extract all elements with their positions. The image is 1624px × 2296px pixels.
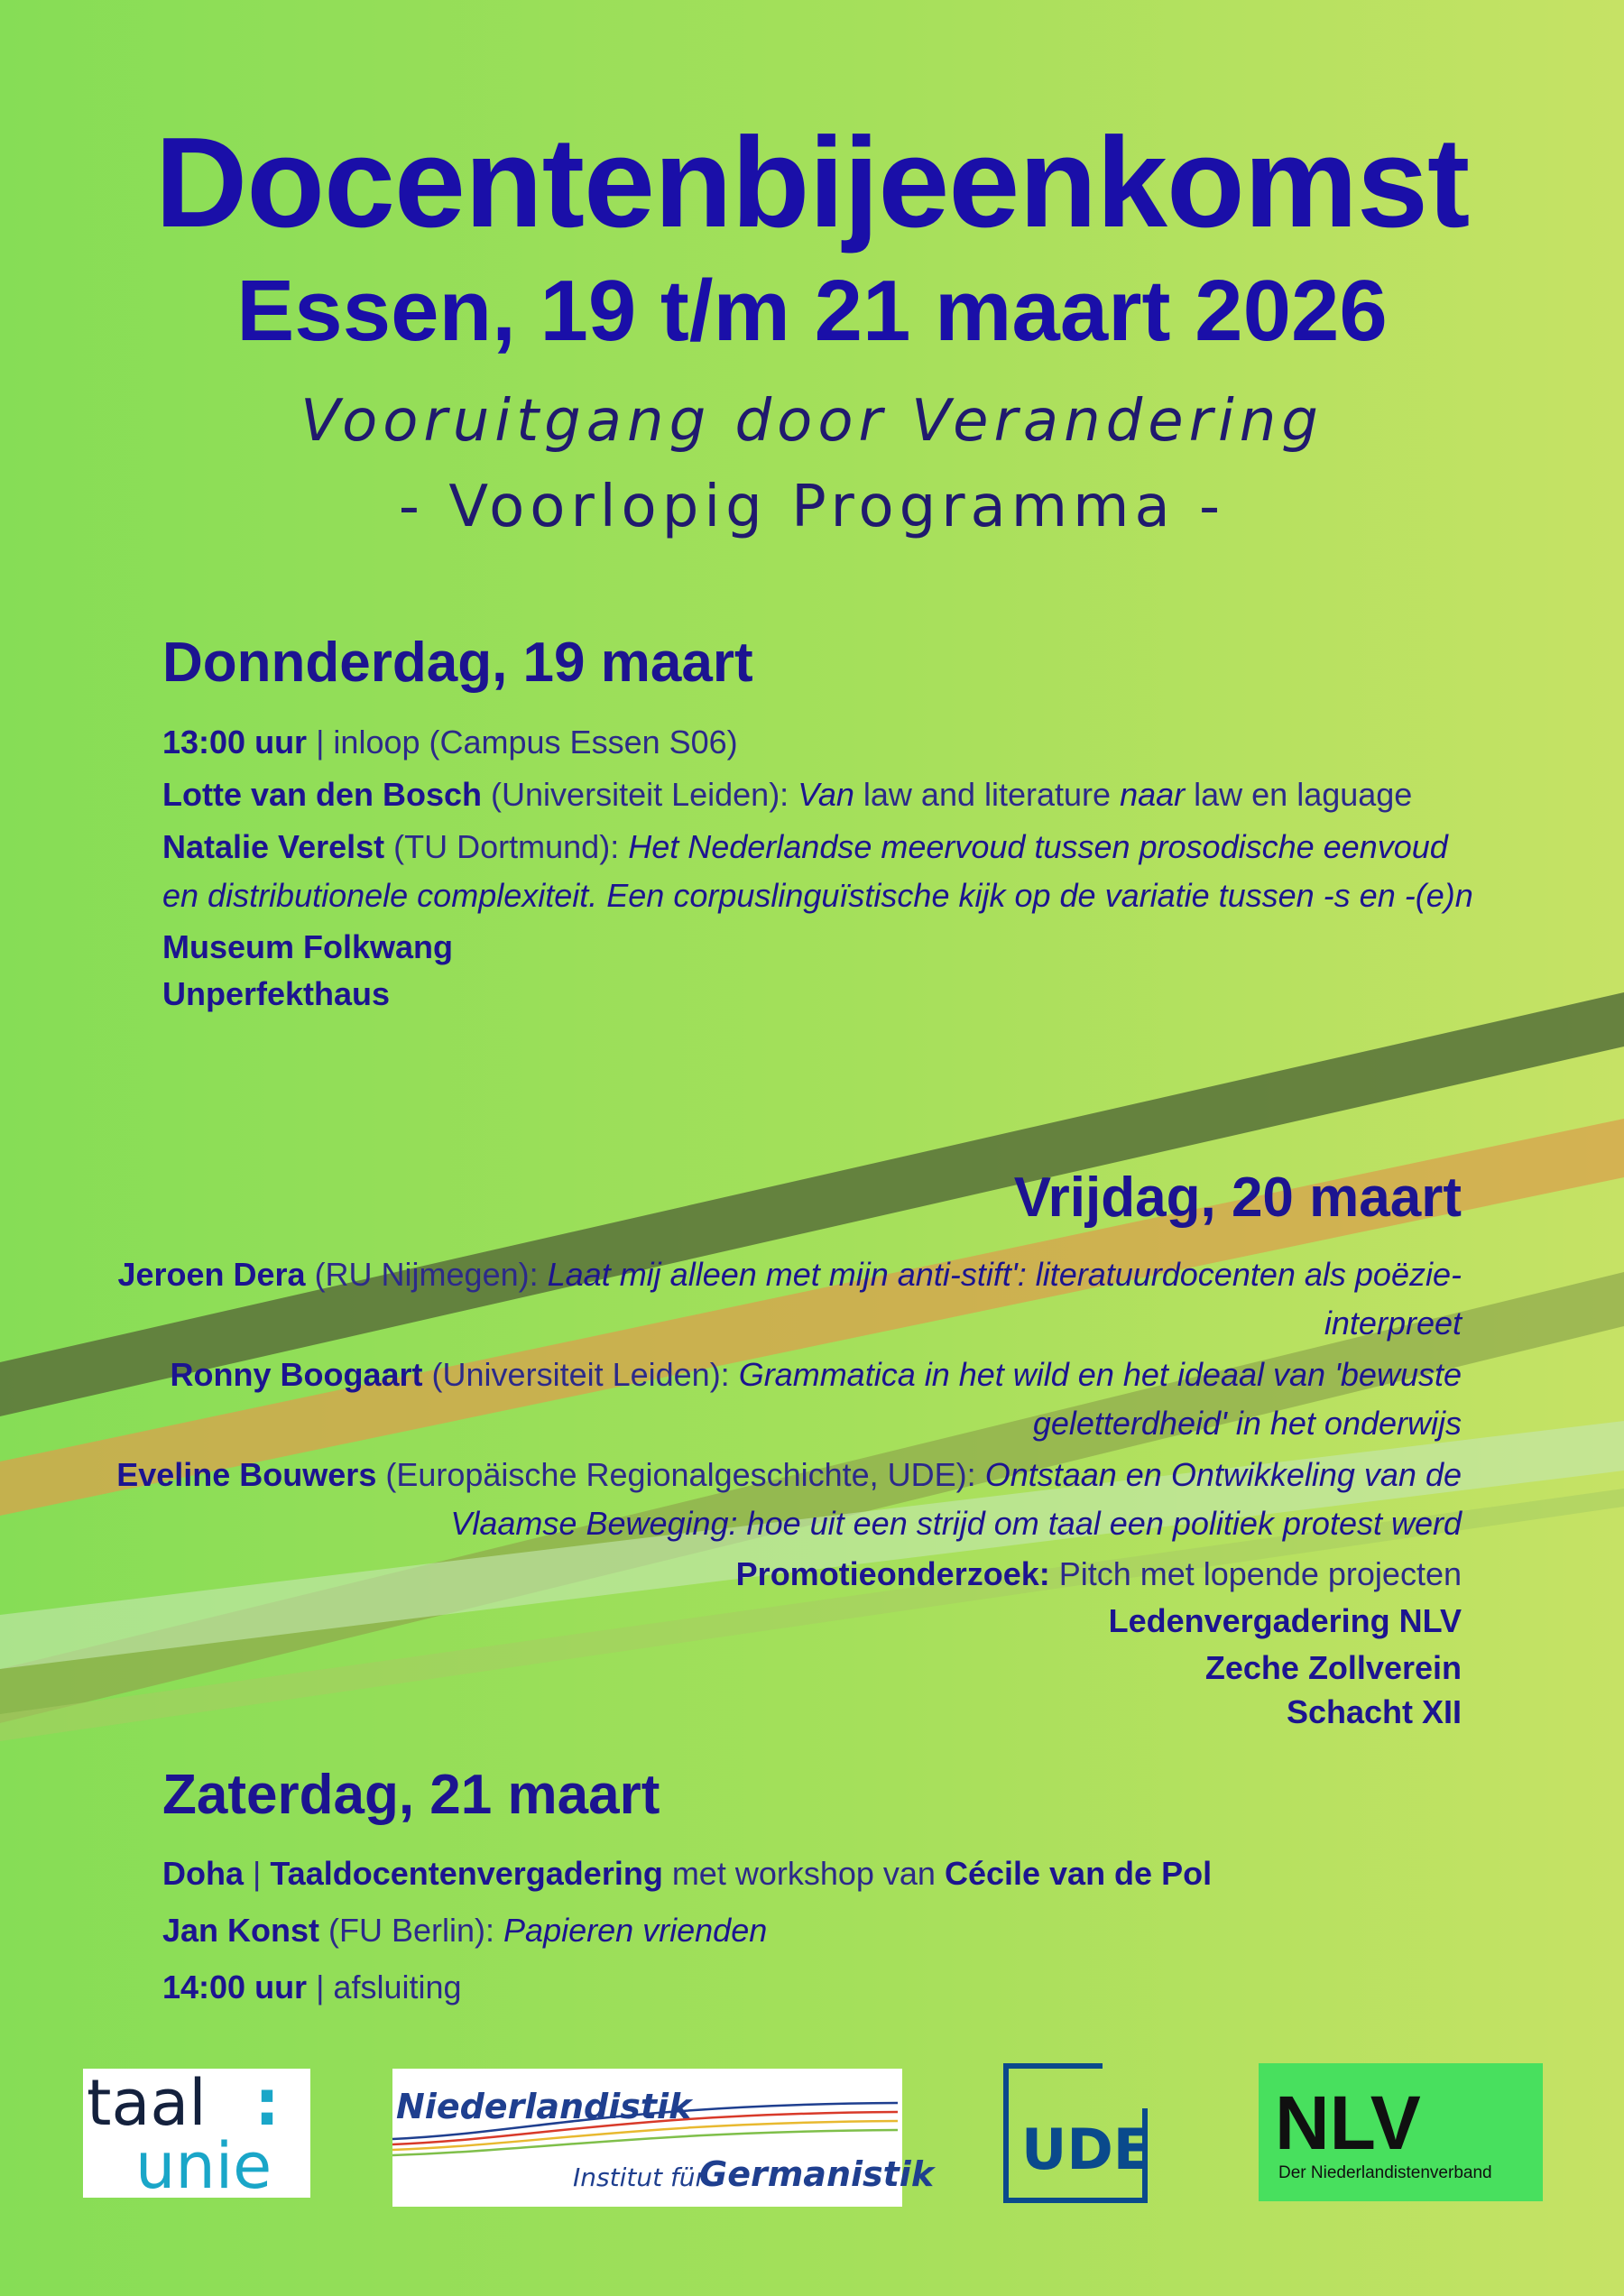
program-item: Promotieonderzoek: Pitch met lopende projecten (735, 1555, 1462, 1592)
time-label: 13:00 uur (162, 724, 308, 761)
logo-text: Der Niederlandistenverband (1278, 2163, 1492, 2182)
taalunie-logo (83, 2066, 310, 2203)
talk-title: Laat mij alleen met mijn anti-stift': literatuurdocenten als poëzie-interpreet (547, 1256, 1462, 1342)
program-note: - Voorlopig Programma - (398, 474, 1226, 540)
logo-text: Niederlandistik (396, 2087, 692, 2126)
ude-logo (1003, 2063, 1152, 2203)
logo-text: UDE (1021, 2116, 1152, 2182)
venue: Museum Folkwang (162, 928, 454, 965)
talk-title: Het Nederlandse meervoud tussen prosodische eenvoud en distributionele complexiteit. Een corpuslinguïstische kijk op de variatie tussen -s en -(e)n (162, 828, 1473, 914)
saturday-program (162, 1849, 1480, 2020)
program-item: Natalie Verelst (TU Dortmund): Het Nederlandse meervoud tussen prosodische eenvoud en distributionele complexiteit. Een corpuslinguïstische kijk op de variatie tussen -s en -(e)n (162, 828, 1473, 914)
program-item: 14:00 uur | afsluiting (162, 1969, 462, 2006)
logo-text: Institut für (573, 2162, 706, 2192)
speaker-name: Jan Konst (162, 1912, 320, 1949)
venue: Unperfekthaus (162, 975, 391, 1012)
program-item: Jan Konst (FU Berlin): Papieren vrienden (162, 1912, 768, 1949)
day-heading-friday: Vrijdag, 20 maart (1013, 1166, 1462, 1229)
logo-text: taal (87, 2066, 207, 2140)
time-label: 14:00 uur (162, 1969, 308, 2006)
speaker-name: Ronny Boogaart (170, 1356, 423, 1393)
speaker-name: Natalie Verelst (162, 828, 385, 865)
logo-text: NLV (1275, 2080, 1421, 2165)
venue: Schacht XII (1286, 1693, 1462, 1730)
event-date-location: Essen, 19 t/m 21 maart 2026 (236, 263, 1388, 359)
day-heading-thursday: Donnderdag, 19 maart (162, 632, 753, 694)
day-heading-saturday: Zaterdag, 21 maart (162, 1764, 660, 1826)
thursday-program (162, 718, 1480, 1018)
program-item: Jeroen Dera (RU Nijmegen): Laat mij alleen met mijn anti-stift': literatuurdocenten als poëzie-interpreet (117, 1256, 1462, 1342)
program-item: 13:00 uur | inloop (Campus Essen S06) (162, 724, 738, 761)
page-title: Docentenbijeenkomst (154, 111, 1470, 254)
program-item: Eveline Bouwers (Europäische Regionalgeschichte, UDE): Ontstaan en Ontwikkeling van de Vlaamse Beweging: hoe uit een strijd om taal een politiek protest werd (116, 1456, 1462, 1542)
meeting: Ledenvergadering NLV (1108, 1602, 1462, 1639)
logo-text: Germanistik (699, 2154, 935, 2194)
talk-title: Ontstaan en Ontwikkeling van de Vlaamse Beweging: hoe uit een strijd om taal een politiek protest werd (450, 1456, 1462, 1542)
program-item: Doha | Taaldocentenvergadering met workshop van Cécile van de Pol (162, 1855, 1213, 1892)
event-theme: Vooruitgang door Verandering (300, 388, 1324, 455)
venue: Zeche Zollverein (1204, 1649, 1462, 1686)
niederlandistik-logo (392, 2069, 935, 2207)
speaker-name: Lotte van den Bosch (162, 776, 483, 813)
program-item: Lotte van den Bosch (Universiteit Leiden): Van law and literature naar law en laguage (162, 776, 1413, 813)
speaker-name: Eveline Bouwers (116, 1456, 377, 1493)
talk-title: Papieren vrienden (503, 1912, 768, 1949)
logo-text: : (254, 2066, 280, 2140)
speaker-name: Jeroen Dera (117, 1256, 306, 1293)
program-item: Ronny Boogaart (Universiteit Leiden): Grammatica in het wild en het ideaal van 'bewuste geletterdheid' in het onderwijs (170, 1356, 1462, 1442)
nlv-logo (1259, 2063, 1543, 2201)
friday-program (108, 1250, 1462, 1733)
talk-title: Grammatica in het wild en het ideaal van 'bewuste geletterdheid' in het onderwijs (738, 1356, 1462, 1442)
logo-text: unie (135, 2129, 272, 2203)
